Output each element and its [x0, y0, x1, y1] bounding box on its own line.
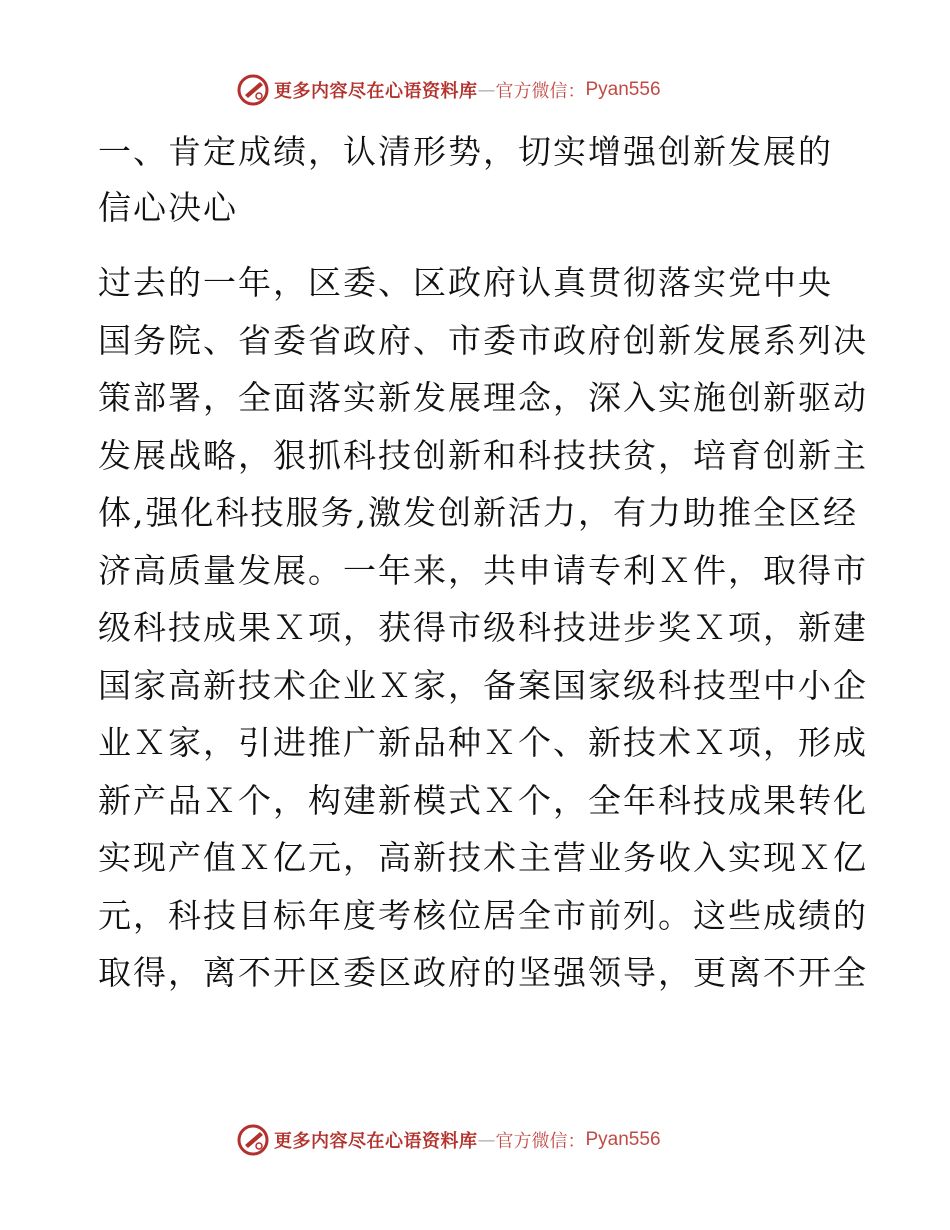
paragraph-line: 体,强化科技服务,激发创新活力，有力助推全区经 [98, 493, 858, 532]
section-heading [98, 124, 858, 236]
paragraph-line: 策部署，全面落实新发展理念，深入实施创新驱动 [98, 378, 868, 417]
banner-brand-text: 更多内容尽在心语资料库 [274, 81, 478, 102]
paragraph-line: 发展战略，狠抓科技创新和科技扶贫，培育创新主 [98, 435, 868, 475]
banner-wechat-id: Pyan556 [585, 1129, 661, 1150]
banner-separator: — [477, 1129, 496, 1151]
heading-line: 信心决心 [98, 188, 238, 227]
paragraph-line: 实现产值Ｘ亿元，高新技术主营业务收入实现Ｘ亿 [98, 838, 868, 877]
footer-watermark-banner [236, 1122, 661, 1158]
paragraph-line: 过去的一年，区委、区政府认真贯彻落实党中央 [98, 263, 833, 302]
banner-wechat-id: Pyan556 [585, 79, 661, 100]
paragraph-line: 取得，离不开区委区政府的坚强领导，更离不开全 [98, 953, 868, 992]
brand-logo-icon [236, 73, 270, 107]
brand-logo-icon [236, 1123, 270, 1157]
banner-separator: — [477, 79, 496, 101]
banner-wechat-label: 官方微信： [495, 1131, 586, 1152]
header-watermark-banner [236, 72, 661, 108]
paragraph-line: 国家高新技术企业Ｘ家，备案国家级科技型中小企 [98, 665, 868, 705]
heading-line: 一、肯定成绩，认清形势，切实增强创新发展的 [98, 132, 833, 171]
paragraph-line: 济高质量发展。一年来，共申请专利Ｘ件，取得市 [98, 550, 868, 590]
banner-wechat-label: 官方微信： [495, 81, 586, 102]
paragraph-line: 元，科技目标年度考核位居全市前列。这些成绩的 [98, 895, 868, 935]
body-paragraph [98, 254, 868, 1002]
paragraph-line: 业Ｘ家，引进推广新品种Ｘ个、新技术Ｘ项，形成 [98, 723, 868, 762]
banner-brand-text: 更多内容尽在心语资料库 [274, 1131, 478, 1152]
paragraph-line: 级科技成果Ｘ项，获得市级科技进步奖Ｘ项，新建 [98, 608, 868, 647]
paragraph-line: 新产品Ｘ个，构建新模式Ｘ个，全年科技成果转化 [98, 780, 868, 820]
paragraph-line: 国务院、省委省政府、市委市政府创新发展系列决 [98, 320, 868, 360]
